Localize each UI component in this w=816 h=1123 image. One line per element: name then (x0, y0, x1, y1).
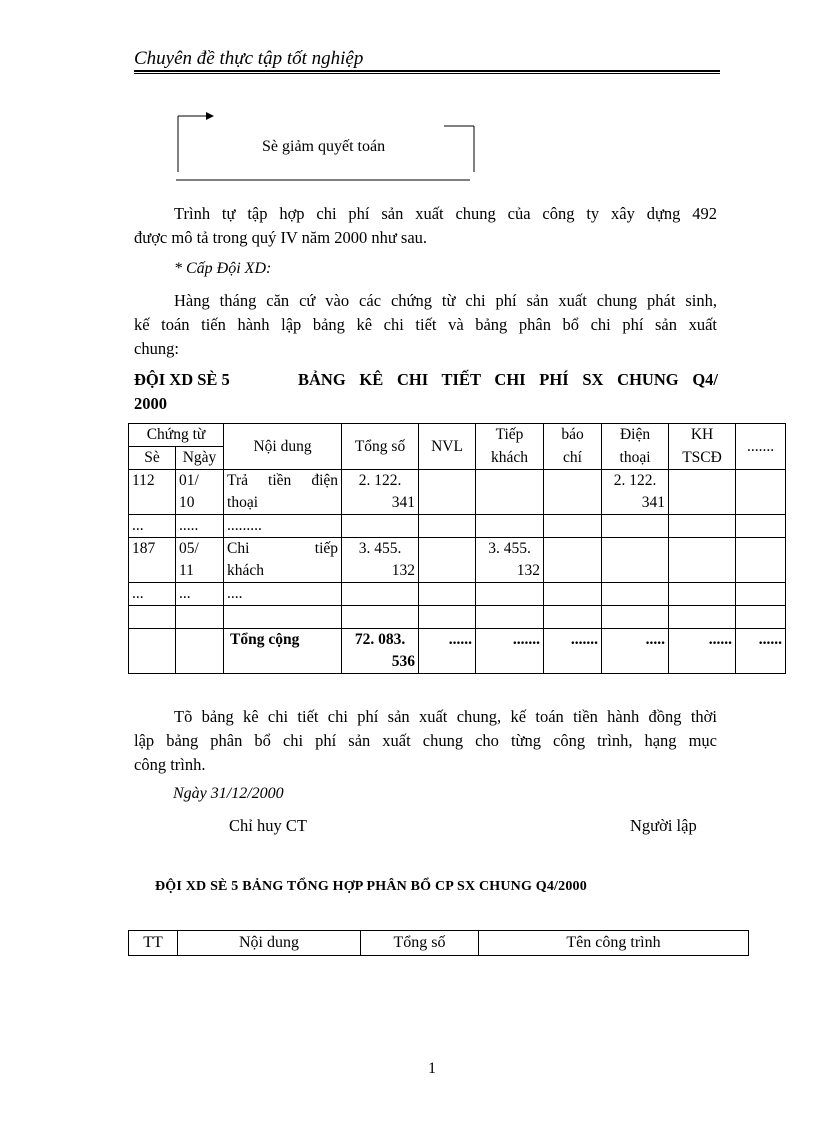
header-dien-thoai: Điện (602, 424, 669, 447)
cell-ngay (176, 538, 224, 583)
cell-kh (669, 538, 736, 583)
cell-ngay: ..... (176, 515, 224, 538)
table-row-empty (129, 606, 786, 629)
header-more: ....... (736, 424, 786, 470)
cell-noi-dung: .... (224, 583, 342, 606)
header-tong-so: Tổng số (342, 424, 419, 470)
cell-nd-1: Trả tiền điện (227, 472, 339, 489)
summary-table (128, 930, 749, 956)
cell-tong-1: 3. 455. (358, 540, 402, 557)
section-label: * Cấp Đội XD: (174, 260, 272, 277)
summary-header-row (129, 931, 749, 956)
cell-more (736, 538, 786, 583)
cell-nvl (419, 538, 476, 583)
para2-line-1: Hàng tháng căn cứ vào các chứng từ chi phí sản xuất chung phát sinh, (174, 291, 717, 310)
cell-tk-2: 132 (516, 562, 541, 579)
cell-nvl (419, 470, 476, 515)
total-tong-2: 536 (391, 653, 416, 670)
cell-nd-2: thoại (227, 494, 259, 511)
cell-ngay (176, 470, 224, 515)
header-kh-2: TSCĐ (669, 447, 736, 470)
cell-ngay-2: 11 (179, 562, 194, 579)
header-noi-dung: Nội dung (224, 424, 342, 470)
summary-header-ten-cong-trinh: Tên công trình (479, 931, 749, 956)
cell-tong-so (342, 538, 419, 583)
summary-header-noi-dung: Nội dung (178, 931, 361, 956)
table-row (129, 515, 786, 538)
total-tong-1: 72. 083. (354, 631, 406, 648)
header-tiep-khach: Tiếp (476, 424, 544, 447)
page-header-title: Chuyên đề thực tập tốt nghiệp (134, 48, 364, 69)
cell-ngay-2: 10 (179, 494, 195, 511)
summary-header-tong-so: Tổng số (361, 931, 479, 956)
total-dien-thoai: ..... (602, 629, 669, 674)
header-so: Sè (129, 447, 176, 470)
signature-right: Người lập (630, 816, 697, 835)
detail-table-title-year: 2000 (134, 394, 167, 413)
team-name: ĐỘI XD SÈ 5 (134, 370, 230, 389)
table-row (129, 583, 786, 606)
cell-bao-chi (544, 538, 602, 583)
cell-tong-1: 2. 122. (358, 472, 402, 489)
header-kh: KH (669, 424, 736, 447)
total-more: ...... (736, 629, 786, 674)
header-bao-chi: báo (544, 424, 602, 447)
cell-so: ... (129, 583, 176, 606)
cell-tong-2: 132 (391, 562, 416, 579)
para3-line-1: Tõ bảng kê chi tiết chi phí sản xuất chung, kế toán tiền hành đồng thời (174, 707, 717, 726)
total-tiep-khach: ....... (476, 629, 544, 674)
header-chung-tu: Chứng từ (129, 424, 224, 447)
cell-nd-1: Chi tiếp (227, 540, 339, 557)
table-header-row (129, 424, 786, 447)
header-tiep-khach-2: khách (476, 447, 544, 470)
cell-ngay-1: 01/ (179, 472, 199, 489)
cell-noi-dung (224, 470, 342, 515)
table-row (129, 538, 786, 583)
cell-ngay: ... (176, 583, 224, 606)
header-bao-chi-2: chí (544, 447, 602, 470)
cell-tong-so (342, 470, 419, 515)
detail-cost-table (128, 423, 786, 674)
total-bao-chi: ....... (544, 629, 602, 674)
diagram-box-label: Sè giảm quyết toán (262, 138, 386, 155)
detail-table-title: BẢNG KÊ CHI TIẾT CHI PHÍ SX CHUNG Q4/ (298, 370, 718, 389)
cell-tiep-khach (476, 538, 544, 583)
cell-dien-thoai (602, 538, 669, 583)
report-date: Ngày 31/12/2000 (173, 785, 284, 802)
cell-so: 187 (129, 538, 176, 583)
header-ngay: Ngày (176, 447, 224, 470)
page-number: 1 (428, 1060, 436, 1077)
total-kh: ...... (669, 629, 736, 674)
signature-left: Chỉ huy CT (229, 816, 307, 835)
table-row (129, 470, 786, 515)
para2-line-3: chung: (134, 339, 179, 358)
summary-header-tt: TT (129, 931, 178, 956)
table-total-row (129, 629, 786, 674)
total-tong-so (342, 629, 419, 674)
header-dien-thoai-2: thoại (602, 447, 669, 470)
cell-dt-1: 2. 122. (613, 472, 657, 489)
cell-nd-2: khách (227, 562, 265, 579)
intro-line-1: Trình tự tập hợp chi phí sản xuất chung của công ty xây dựng 492 (174, 204, 717, 223)
cell-dien-thoai (602, 470, 669, 515)
para3-line-3: công trình. (134, 755, 206, 774)
cell-ngay-1: 05/ (179, 540, 199, 557)
cell-tk-1: 3. 455. (488, 540, 531, 557)
cell-tiep-khach (476, 470, 544, 515)
header-rule (134, 70, 720, 72)
header-nvl: NVL (419, 424, 476, 470)
para3-line-2: lập bảng phân bổ chi phí sản xuất chung cho từng công trình, hạng mục (134, 731, 717, 750)
total-nvl: ...... (419, 629, 476, 674)
cell-tong-2: 341 (391, 494, 416, 511)
cell-noi-dung (224, 538, 342, 583)
para2-line-2: kế toán tiến hành lập bảng kê chi tiết và bảng phân bổ chi phí sản xuất (134, 315, 717, 334)
header-rule-thin (134, 73, 720, 74)
cell-so: ... (129, 515, 176, 538)
cell-dt-2: 341 (641, 494, 666, 511)
intro-line-2: được mô tả trong quý IV năm 2000 như sau. (134, 228, 428, 247)
total-label: Tổng cộng (224, 629, 342, 674)
cell-more (736, 470, 786, 515)
summary-table-title: ĐỘI XD SÈ 5 BẢNG TỔNG HỢP PHÂN BỔ CP SX CHUNG Q4/2000 (155, 879, 587, 894)
cell-so: 112 (129, 470, 176, 515)
cell-bao-chi (544, 470, 602, 515)
cell-kh (669, 470, 736, 515)
cell-noi-dung: ......... (224, 515, 342, 538)
